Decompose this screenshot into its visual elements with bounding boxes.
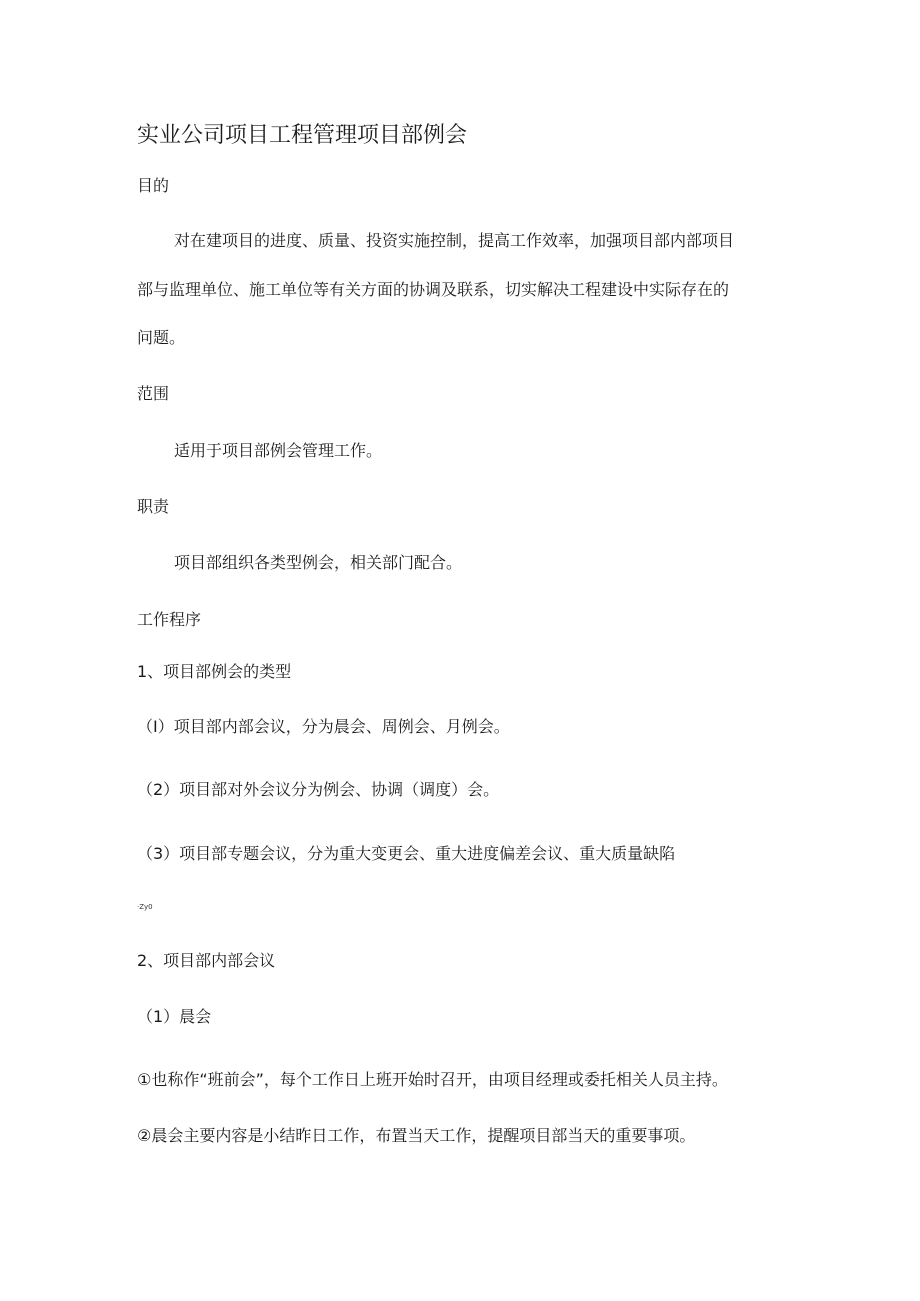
- list-item: ②晨会主要内容是小结昨日工作，布置当天工作，提醒项目部当天的重要事项。: [137, 1126, 696, 1145]
- purpose-text-line-1: 对在建项目的进度、质量、投资实施控制，提高工作效率，加强项目部内部项目: [174, 231, 735, 250]
- list-item: （2）项目部对外会议分为例会、协调（调度）会。: [137, 780, 500, 799]
- subsection-heading-meeting-types: 1、项目部例会的类型: [137, 662, 292, 681]
- list-item: （3）项目部专题会议，分为重大变更会、重大进度偏差会议、重大质量缺陷: [137, 844, 676, 863]
- document-title: 实业公司项目工程管理项目部例会: [137, 123, 468, 148]
- stray-text: ·Zy0: [137, 903, 153, 911]
- sub-item-heading-morning-meeting: （1）晨会: [137, 1007, 212, 1026]
- duty-text: 项目部组织各类型例会，相关部门配合。: [174, 553, 463, 572]
- section-heading-purpose: 目的: [137, 176, 170, 195]
- purpose-text-line-3: 问题。: [137, 328, 186, 347]
- list-item: （I）项目部内部会议，分为晨会、周例会、月例会。: [137, 717, 510, 736]
- purpose-text-line-2: 部与监理单位、施工单位等有关方面的协调及联系，切实解决工程建设中实际存在的: [137, 280, 730, 299]
- scope-text: 适用于项目部例会管理工作。: [174, 441, 383, 460]
- list-item: ①也称作“班前会”，每个工作日上班开始时召开，由项目经理或委托相关人员主持。: [137, 1070, 728, 1089]
- subsection-heading-internal-meetings: 2、项目部内部会议: [137, 951, 276, 970]
- section-heading-procedure: 工作程序: [137, 610, 202, 629]
- section-heading-scope: 范围: [137, 384, 170, 403]
- section-heading-duty: 职责: [137, 497, 170, 516]
